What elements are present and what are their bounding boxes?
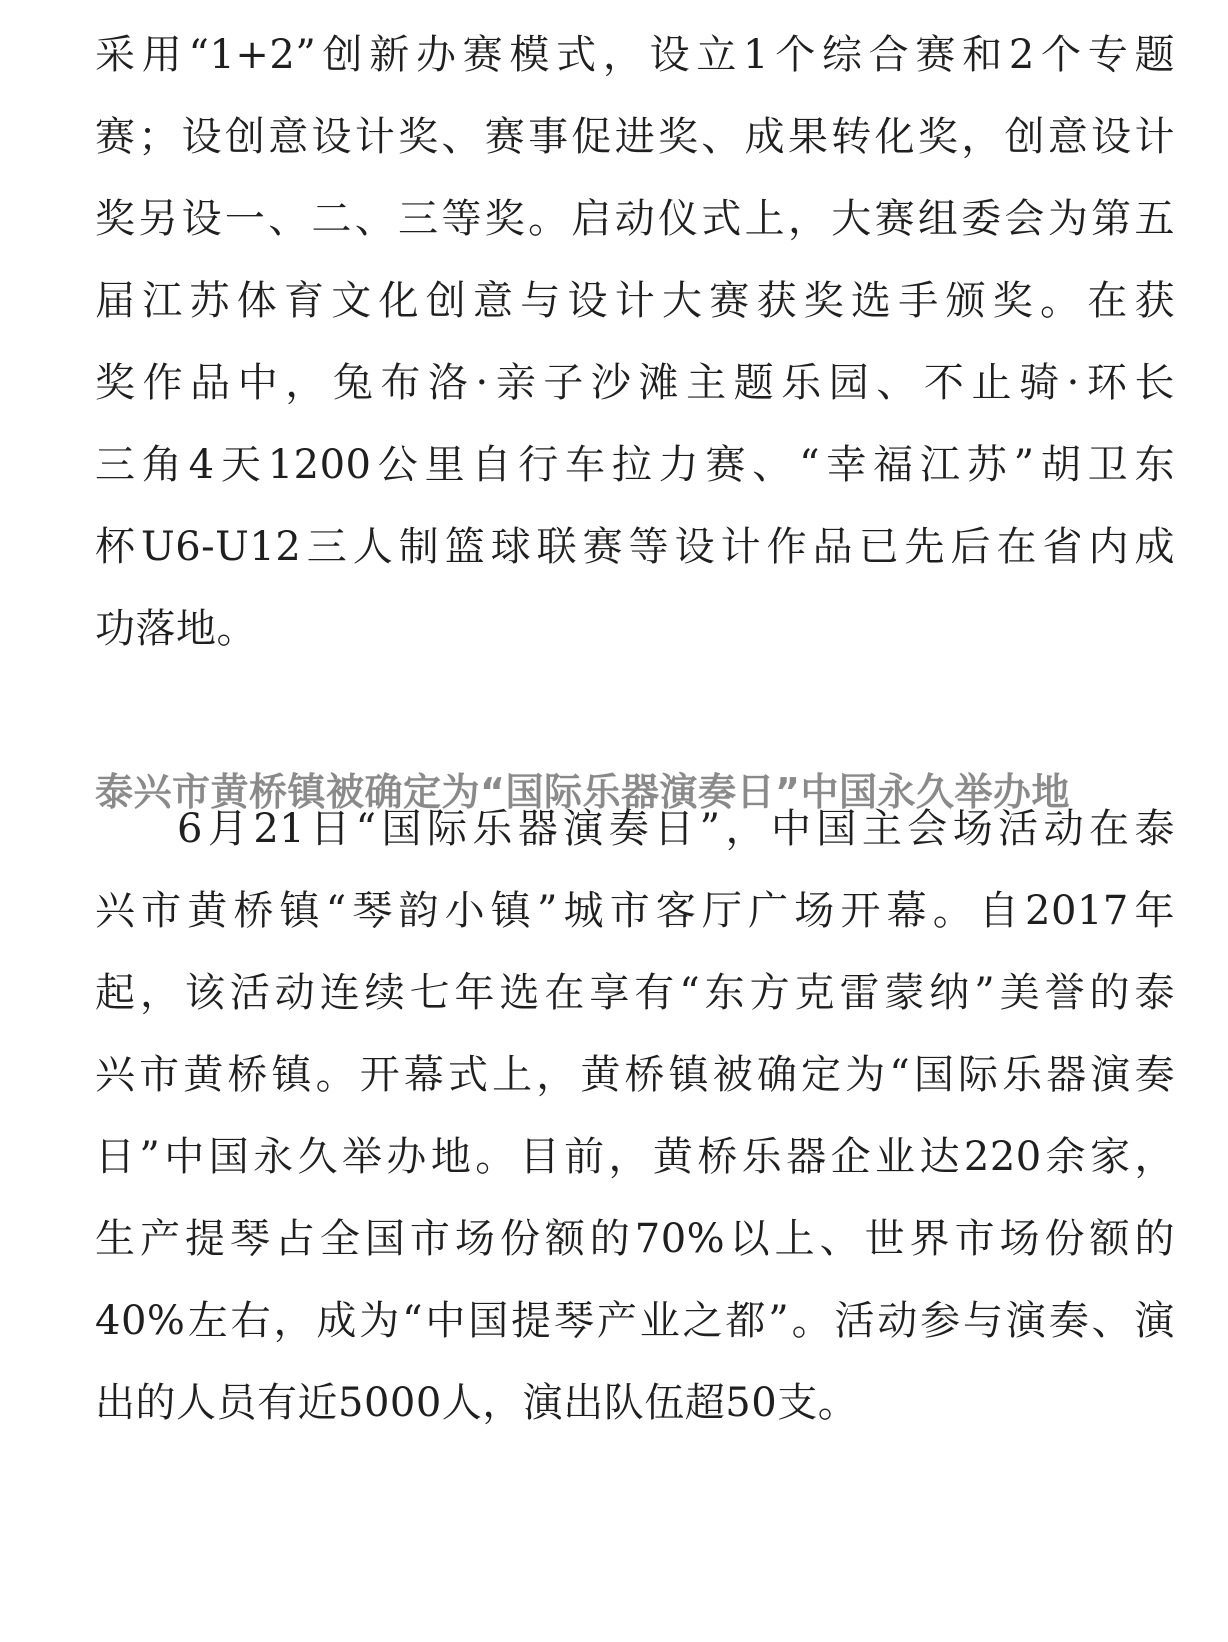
paragraph-line: 生产提琴占全国市场份额的70%以上、世界市场份额的	[95, 1216, 1175, 1262]
paragraph-line: 功落地。	[95, 606, 257, 652]
paragraph-line: 赛；设创意设计奖、赛事促进奖、成果转化奖，创意设计	[95, 114, 1175, 160]
paragraph-line: 日”中国永久举办地。目前，黄桥乐器企业达220余家，	[95, 1134, 1175, 1180]
article-body-section2	[95, 788, 1175, 1444]
paragraph-line: 兴市黄桥镇。开幕式上，黄桥镇被确定为“国际乐器演奏	[95, 1052, 1175, 1098]
paragraph-line: 杯U6-U12三人制篮球联赛等设计作品已先后在省内成	[95, 524, 1175, 570]
paragraph-line: 三角4天1200公里自行车拉力赛、“幸福江苏”胡卫东	[95, 442, 1175, 488]
paragraph-line: 起，该活动连续七年选在享有“东方克雷蒙纳”美誉的泰	[95, 970, 1175, 1016]
section-heading: 泰兴市黄桥镇被确定为“国际乐器演奏日”中国永久举办地	[95, 769, 1070, 814]
paragraph-line: 出的人员有近5000人，演出队伍超50支。	[95, 1380, 859, 1426]
paragraph-line: 奖另设一、二、三等奖。启动仪式上，大赛组委会为第五	[95, 196, 1175, 242]
paragraph-line: 采用“1+2”创新办赛模式，设立1个综合赛和2个专题	[95, 32, 1175, 78]
paragraph-line: 6月21日“国际乐器演奏日”，中国主会场活动在泰	[177, 806, 1175, 852]
article-body-continued	[95, 14, 1175, 670]
paragraph-line: 奖作品中，兔布洛·亲子沙滩主题乐园、不止骑·环长	[95, 360, 1175, 406]
paragraph-line: 届江苏体育文化创意与设计大赛获奖选手颁奖。在获	[95, 278, 1175, 324]
paragraph-line: 40%左右，成为“中国提琴产业之都”。活动参与演奏、演	[95, 1298, 1175, 1344]
paragraph-line: 兴市黄桥镇“琴韵小镇”城市客厅广场开幕。自2017年	[95, 888, 1175, 934]
